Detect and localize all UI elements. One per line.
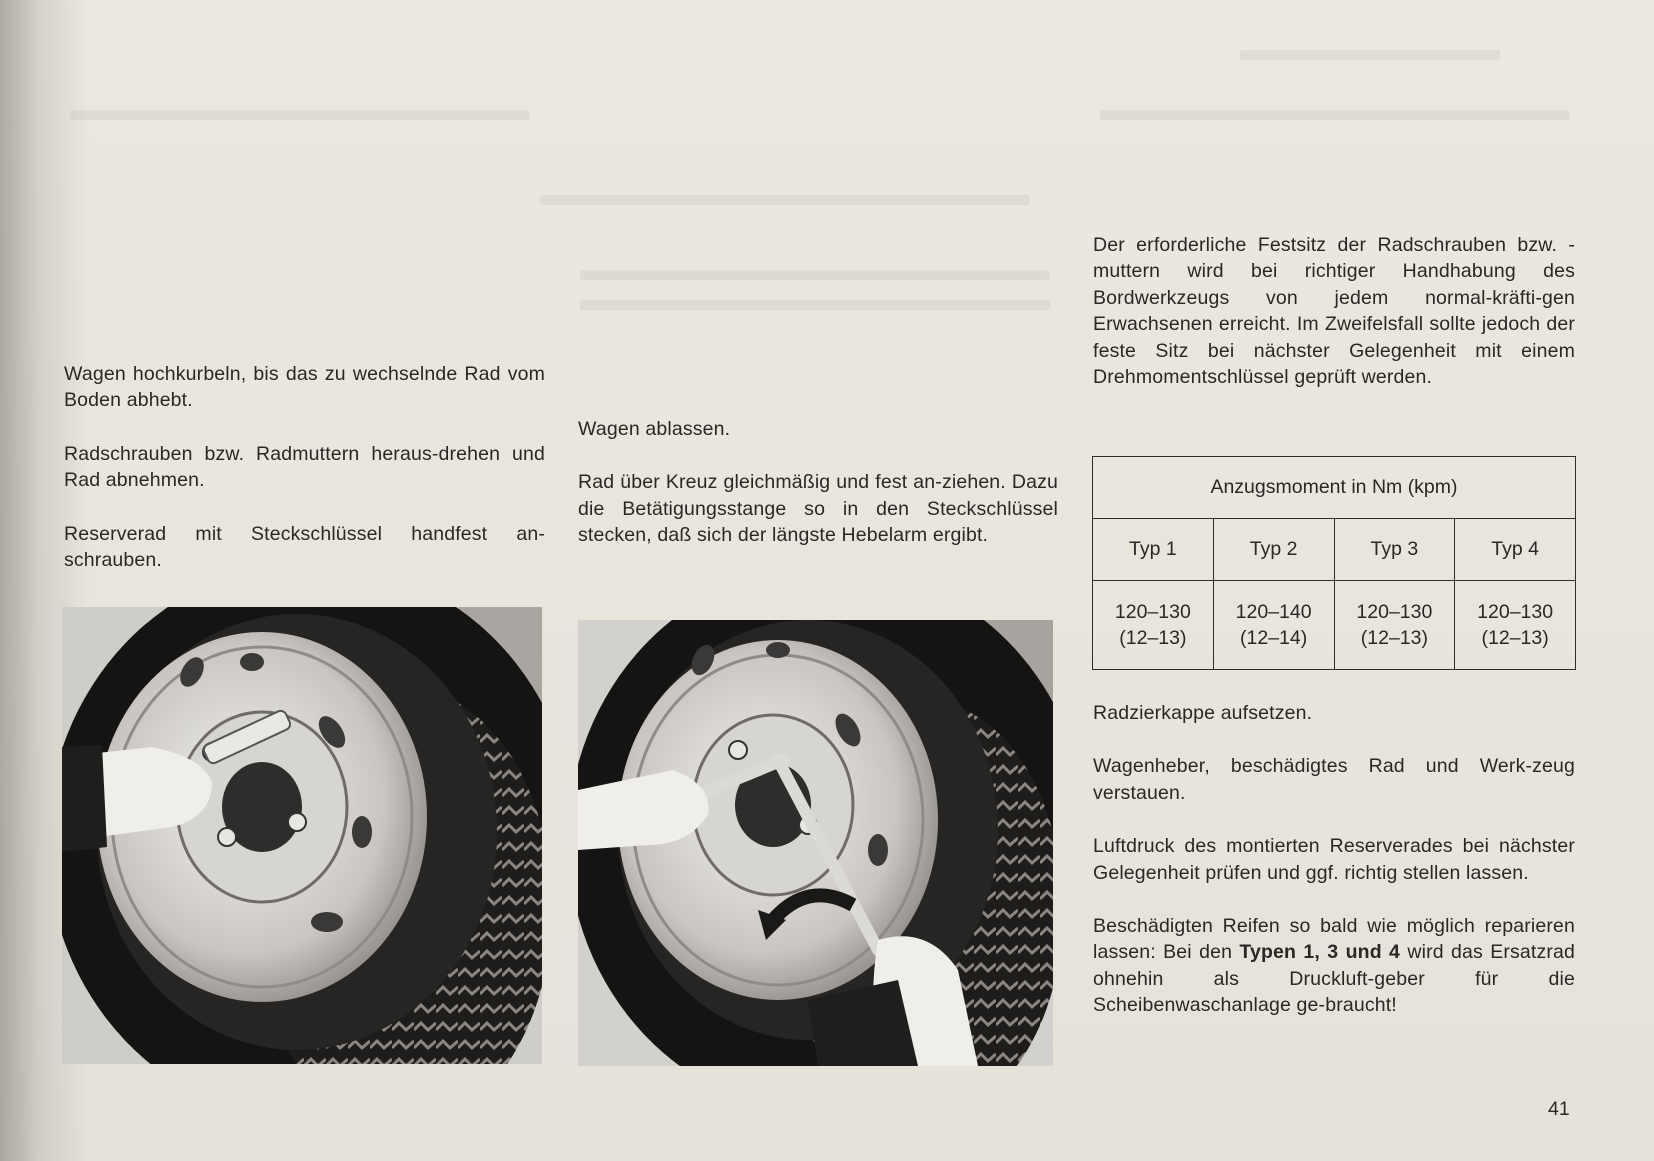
table-cell-type: Typ 3 bbox=[1334, 519, 1455, 581]
table-header: Anzugsmoment in Nm (kpm) bbox=[1093, 457, 1576, 519]
value-kpm: (12–13) bbox=[1119, 627, 1187, 649]
show-through-line bbox=[580, 300, 1050, 310]
repair-tyre-text-end: wird das Ersatzrad ohnehin als Druckluft-geber für die Scheibenwaschanlage ge-braucht! bbox=[1093, 941, 1575, 1017]
step-repair-tyre bbox=[1093, 913, 1575, 1019]
page-number: 41 bbox=[1548, 1098, 1570, 1120]
value-kpm: (12–14) bbox=[1240, 627, 1308, 649]
torque-table bbox=[1092, 456, 1576, 670]
value-kpm: (12–13) bbox=[1360, 627, 1428, 649]
photo-tighten-wheel bbox=[578, 620, 1053, 1066]
photo-mount-spare-wheel bbox=[62, 607, 542, 1064]
value-nm: 120–130 bbox=[1114, 601, 1191, 623]
step-lower-car: Wagen ablassen. bbox=[578, 418, 731, 440]
table-cell-value bbox=[1213, 581, 1334, 670]
left-column bbox=[64, 361, 545, 600]
value-nm: 120–130 bbox=[1356, 601, 1433, 623]
value-kpm: (12–13) bbox=[1481, 627, 1549, 649]
show-through-line bbox=[1100, 110, 1570, 120]
table-cell-type: Typ 2 bbox=[1213, 519, 1334, 581]
show-through-line bbox=[1240, 50, 1500, 60]
repair-tyre-text-start: Beschädigten Reifen so bald wie möglich reparieren lassen: Bei den bbox=[1093, 915, 1575, 964]
show-through-line bbox=[540, 195, 1030, 205]
wheel-photo-illustration bbox=[62, 607, 542, 1064]
table-cell-value bbox=[1093, 581, 1214, 670]
torque-intro: Der erforderliche Festsitz der Radschrauben bzw. -muttern wird bei richtiger Handhabung des Bordwerkzeugs von jedem normal-kräfti-gen Erwachsenen erreicht. Im Zweifelsfall sollte jedoch der feste Sitz bei nächster Gelegenheit mit einem Drehmomentschlüssel geprüft werden. bbox=[1093, 234, 1575, 389]
wheel-wrench-photo-illustration bbox=[578, 620, 1053, 1066]
step-tighten-bolts: Rad über Kreuz gleichmäßig und fest an-ziehen. Dazu die Betätigungsstange so in den Steckschlüssel stecken, daß sich der längste Hebelarm ergibt. bbox=[578, 471, 1058, 547]
step-stow-tools: Wagenheber, beschädigtes Rad und Werk-zeug verstauen. bbox=[1093, 755, 1575, 804]
table-cell-type: Typ 4 bbox=[1455, 519, 1576, 581]
step-check-pressure: Luftdruck des montierten Reserverades bei nächster Gelegenheit prüfen und ggf. richtig stellen lassen. bbox=[1093, 835, 1575, 884]
value-nm: 120–140 bbox=[1235, 601, 1312, 623]
repair-tyre-types: Typen 1, 3 und 4 bbox=[1239, 941, 1401, 964]
show-through-line bbox=[70, 110, 530, 120]
value-nm: 120–130 bbox=[1477, 601, 1554, 623]
step-jack-up: Wagen hochkurbeln, bis das zu wechselnde Rad vom Boden abhebt. bbox=[64, 363, 545, 412]
table-cell-type: Typ 1 bbox=[1093, 519, 1214, 581]
step-hubcap: Radzierkappe aufsetzen. bbox=[1093, 702, 1313, 724]
table-row-values bbox=[1093, 581, 1576, 670]
middle-column bbox=[578, 416, 1058, 576]
step-remove-wheel: Radschrauben bzw. Radmuttern heraus-drehen und Rad abnehmen. bbox=[64, 442, 545, 492]
step-mount-spare: Reserverad mit Steckschlüssel handfest an-schrauben. bbox=[64, 522, 545, 572]
table-cell-value bbox=[1455, 581, 1576, 670]
table-cell-value bbox=[1334, 581, 1455, 670]
right-column-steps bbox=[1093, 700, 1575, 1046]
table-row-types bbox=[1093, 519, 1576, 581]
table-header-row bbox=[1093, 457, 1576, 519]
show-through-line bbox=[580, 270, 1050, 280]
